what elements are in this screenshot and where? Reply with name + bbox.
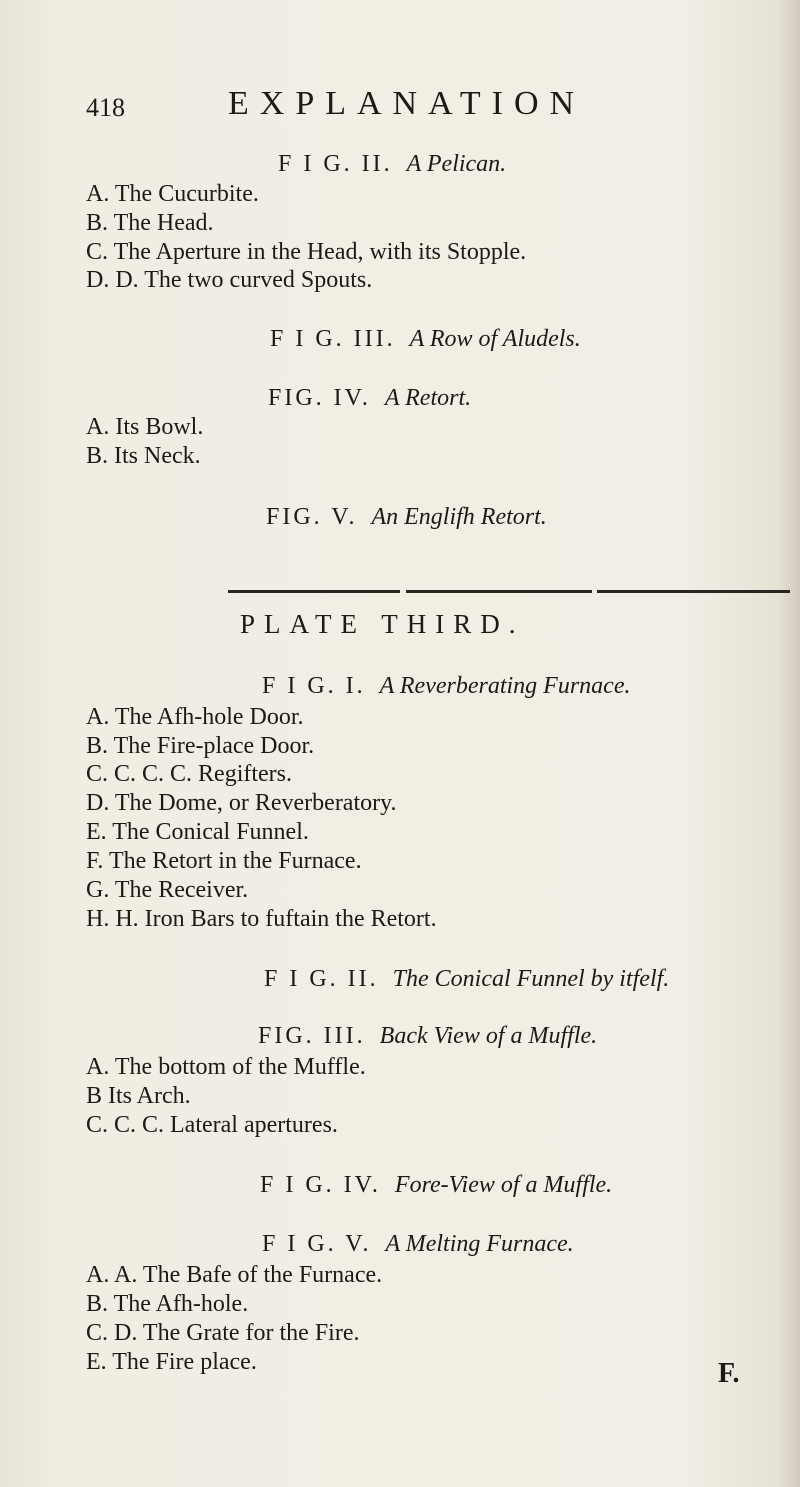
list-item: B Its Arch. xyxy=(86,1083,191,1109)
list-item: D. D. The two curved Spouts. xyxy=(86,267,373,293)
list-item: C. C. C. Lateral apertures. xyxy=(86,1112,338,1138)
list-item: A. A. The Bafe of the Furnace. xyxy=(86,1262,383,1288)
list-item: H. H. Iron Bars to fuftain the Retort. xyxy=(86,906,437,932)
fig5-english-retort-heading xyxy=(266,503,547,531)
fig-title: Fore-View of a Muffle. xyxy=(394,1172,613,1198)
list-item: B. Its Neck. xyxy=(86,443,201,469)
list-item: B. The Head. xyxy=(86,210,214,236)
plate3-fig4-heading xyxy=(260,1171,612,1199)
fig-label: F I G. V. xyxy=(262,1231,372,1257)
page-number: 418 xyxy=(86,93,125,122)
fig-title: A Melting Furnace. xyxy=(385,1231,574,1257)
list-item: C. C. C. C. Regifters. xyxy=(86,761,293,787)
plate3-fig5-heading xyxy=(262,1230,574,1258)
list-item: A. The Cucurbite. xyxy=(86,181,259,207)
list-item: C. The Aperture in the Head, with its Stopple. xyxy=(86,239,527,265)
fig-label: F I G. III. xyxy=(270,326,396,352)
section-rule xyxy=(228,590,790,593)
list-item: A. The bottom of the Muffle. xyxy=(86,1054,366,1080)
fig-label: F I G. II. xyxy=(278,151,393,177)
fig3-aludels-heading xyxy=(270,325,581,353)
running-head: EXPLANATION xyxy=(228,85,586,122)
fig-title: The Conical Funnel by itfelf. xyxy=(392,966,670,992)
fig-title: A Row of Aludels. xyxy=(409,326,581,352)
list-item: F. The Retort in the Furnace. xyxy=(86,848,362,874)
fig-label: FIG. V. xyxy=(266,504,358,530)
plate-third-heading: PLATE THIRD. xyxy=(240,609,525,639)
list-item: A. The Afh-hole Door. xyxy=(86,704,304,730)
fig-label: F I G. IV. xyxy=(260,1172,381,1198)
list-item: C. D. The Grate for the Fire. xyxy=(86,1320,360,1346)
fig-label: F I G. II. xyxy=(264,966,379,992)
list-item: E. The Fire place. xyxy=(86,1349,257,1375)
fig-title: Back View of a Muffle. xyxy=(379,1023,598,1049)
rule-break xyxy=(592,588,597,595)
list-item: E. The Conical Funnel. xyxy=(86,819,309,845)
fig-label: FIG. IV. xyxy=(268,385,371,411)
fig-title: An Englifh Retort. xyxy=(371,504,547,530)
list-item: B. The Afh-hole. xyxy=(86,1291,249,1317)
fig-title: A Reverberating Furnace. xyxy=(379,673,631,699)
rule-break xyxy=(400,588,406,595)
fig-label: FIG. III. xyxy=(258,1023,366,1049)
plate3-fig2-heading xyxy=(264,965,669,993)
list-item: A. Its Bowl. xyxy=(86,414,204,440)
fig-title: A Retort. xyxy=(384,385,472,411)
list-item: G. The Receiver. xyxy=(86,877,249,903)
fig4-retort-heading xyxy=(268,384,471,412)
plate3-fig3-heading xyxy=(258,1022,597,1050)
list-item: B. The Fire-place Door. xyxy=(86,733,315,759)
fig-label: F I G. I. xyxy=(262,673,366,699)
fig2-pelican-heading xyxy=(278,150,506,178)
page-edge-shadow xyxy=(778,0,800,1487)
plate3-fig1-heading xyxy=(262,672,631,700)
catchword: F. xyxy=(718,1358,740,1389)
fig-title: A Pelican. xyxy=(406,151,507,177)
list-item: D. The Dome, or Reverberatory. xyxy=(86,790,397,816)
